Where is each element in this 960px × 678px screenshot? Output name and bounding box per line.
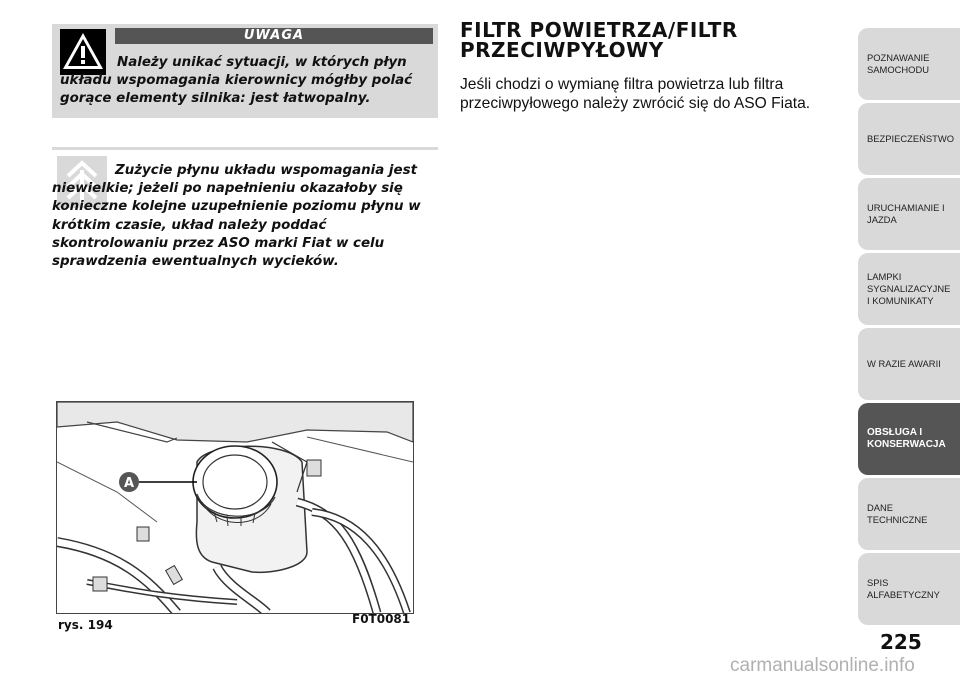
note-box [52,147,438,275]
warning-box [52,24,438,118]
sidebar-tab-label: BEZPIECZEŃSTWO [867,133,954,144]
sidebar-tab-label: W RAZIE AWARII [867,358,941,369]
sidebar-tab-label: DANE TECHNICZNE [867,502,928,525]
sidebar-tab-label: LAMPKI SYGNALIZACYJNE I KOMUNIKATY [867,271,951,306]
section-body: Jeśli chodzi o wymianę filtra powietrza lub filtra przeciwpyłowego należy zwrócić się do ASO Fiata. [460,76,811,112]
sidebar-tab-dane-techniczne[interactable] [858,478,960,550]
warning-heading: UWAGA [115,28,433,44]
engine-reservoir-figure [56,401,414,614]
figure-caption: rys. 194 [58,618,113,632]
sidebar-tab-uruchamianie[interactable] [858,178,960,250]
sidebar-tab-label: POZNAWANIE SAMOCHODU [867,52,930,75]
sidebar-tab-lampki[interactable] [858,253,960,325]
figure-code: F0T0081 [352,612,411,626]
watermark: carmanualsonline.info [730,655,915,676]
page-number: 225 [880,630,922,654]
sidebar-tab-obsluga-active[interactable] [858,403,960,475]
warning-text: Należy unikać sytuacji, w których płyn układu wspomagania kierownicy mógłby polać gorące elementy silnika: jest łatwopalny. [60,55,413,106]
section-title: FILTR POWIETRZA/FILTR PRZECIWPYŁOWY [460,18,738,62]
sidebar-tab-label: URUCHAMIANIE I JAZDA [867,202,945,225]
sidebar-tab-bezpieczenstwo[interactable] [858,103,960,175]
sidebar-tab-poznawanie[interactable] [858,28,960,100]
figure-callout-label: A [123,476,135,491]
note-text: Zużycie płynu układu wspomagania jest niewielkie; jeżeli po napełnieniu okazałoby się konieczne kolejne uzupełnienie poziomu płynu w krótkim czasie, układ należy poddać skontrolowaniu przez ASO marki Fiat w celu sprawdzenia ewentualnych wycieków. [52,163,421,270]
sidebar-tab-label: SPIS ALFABETYCZNY [867,577,940,600]
sidebar-tab-w-razie-awarii[interactable] [858,328,960,400]
sidebar-tab-spis-alfabetyczny[interactable] [858,553,960,625]
sidebar-tab-label: OBSŁUGA I KONSERWACJA [867,427,946,450]
